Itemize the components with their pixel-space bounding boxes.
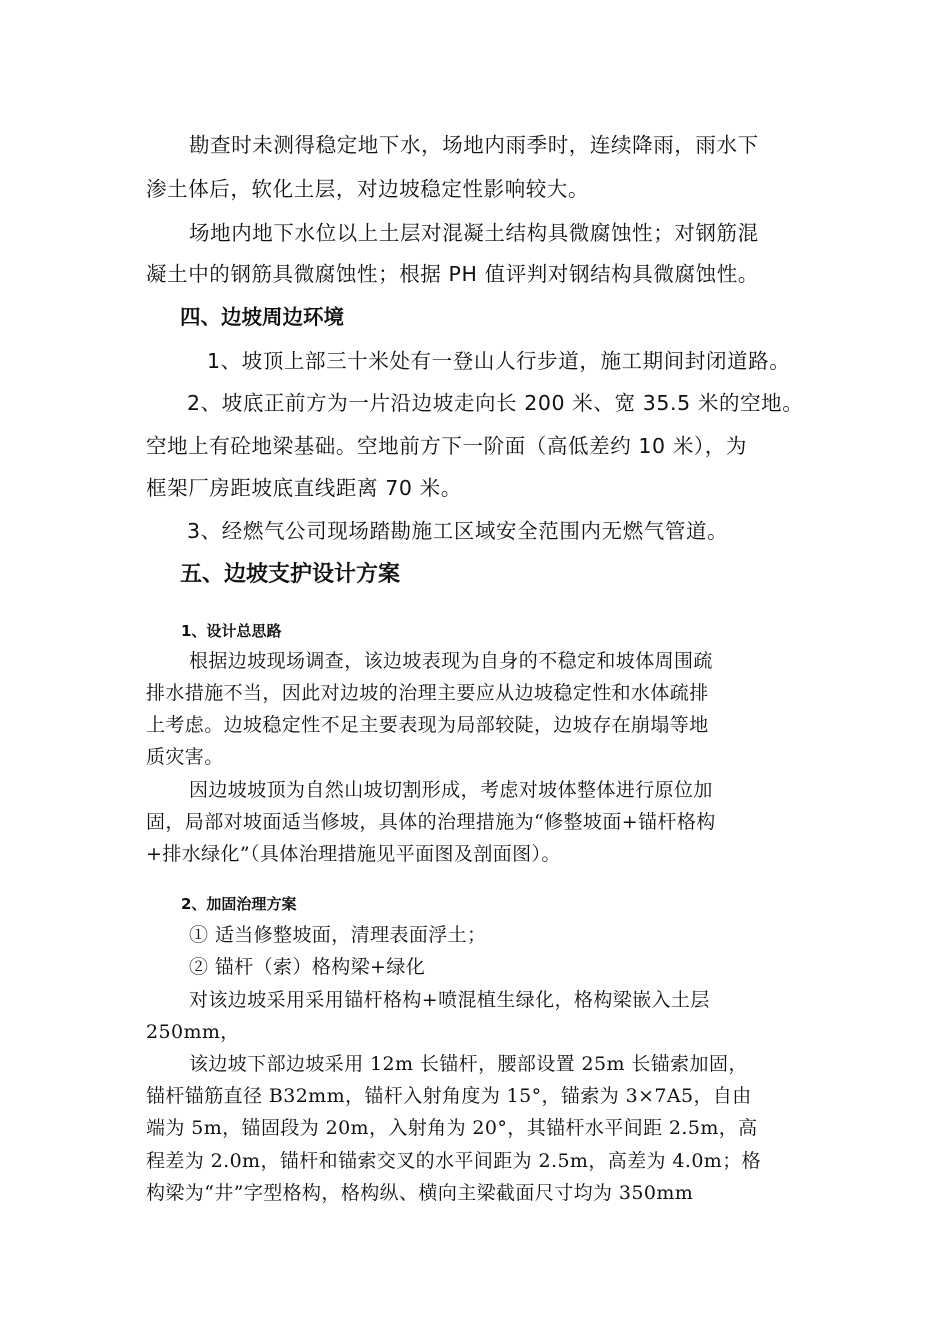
paragraph-line: 根据边坡现场调查，该边坡表现为自身的不稳定和坡体周围疏: [189, 650, 713, 672]
section-heading: 四、边坡周边环境: [180, 305, 344, 329]
paragraph-line: 渗土体后，软化土层，对边坡稳定性影响较大。: [146, 177, 590, 201]
paragraph-line: 构梁为“井”字型格构，格构纵、横向主梁截面尺寸均为 350mm: [146, 1182, 694, 1204]
paragraph-line: 凝土中的钢筋具微腐蚀性；根据 PH 值评判对钢结构具微腐蚀性。: [146, 262, 759, 286]
paragraph-line: 质灾害。: [146, 746, 224, 768]
paragraph-line: 锚杆锚筋直径 B32mm，锚杆入射角度为 15°，锚索为 3×7A5，自由: [146, 1085, 752, 1107]
paragraph-line: 程差为 2.0m，锚杆和锚索交叉的水平间距为 2.5m，高差为 4.0m；格: [146, 1150, 762, 1172]
list-item: 3、经燃气公司现场踏勘施工区域安全范围内无燃气管道。: [187, 519, 729, 543]
paragraph-line: 因边坡坡顶为自然山坡切割形成，考虑对坡体整体进行原位加: [189, 779, 713, 801]
paragraph-line: 框架厂房距坡底直线距离 70 米。: [146, 476, 462, 500]
paragraph-line: 该边坡下部边坡采用 12m 长锚杆，腰部设置 25m 长锚索加固，: [189, 1053, 748, 1075]
paragraph-line: 排水措施不当，因此对边坡的治理主要应从边坡稳定性和水体疏排: [146, 682, 709, 704]
paragraph-line: +排水绿化”（具体治理措施见平面图及剖面图）。: [146, 843, 561, 865]
subsection-title: 1、设计总思路: [181, 622, 282, 640]
paragraph-line: 250mm，: [146, 1021, 240, 1043]
list-item: ② 锚杆（索）格构梁+绿化: [189, 956, 426, 978]
paragraph-line: 勘查时未测得稳定地下水，场地内雨季时，连续降雨，雨水下: [189, 133, 759, 157]
paragraph-line: 对该边坡采用采用锚杆格构+喷混植生绿化，格构梁嵌入土层: [189, 989, 710, 1011]
paragraph-line: 空地上有砼地梁基础。空地前方下一阶面（高低差约 10 米），为: [146, 434, 747, 458]
list-item: 1、坡顶上部三十米处有一登山人行步道，施工期间封闭道路。: [207, 349, 791, 373]
list-item: ① 适当修整坡面，清理表面浮土；: [189, 924, 487, 946]
paragraph-line: 固，局部对坡面适当修坡，具体的治理措施为“修整坡面+锚杆格构: [146, 811, 716, 833]
list-item: 2、坡底正前方为一片沿边坡走向长 200 米、宽 35.5 米的空地。: [187, 391, 804, 415]
subsection-title: 2、加固治理方案: [181, 895, 297, 913]
paragraph-line: 场地内地下水位以上土层对混凝土结构具微腐蚀性；对钢筋混: [189, 221, 759, 245]
paragraph-line: 端为 5m，锚固段为 20m，入射角为 20°，其锚杆水平间距 2.5m，高: [146, 1117, 758, 1139]
section-heading: 五、边坡支护设计方案: [180, 562, 401, 587]
paragraph-line: 上考虑。边坡稳定性不足主要表现为局部较陡，边坡存在崩塌等地: [146, 714, 709, 736]
